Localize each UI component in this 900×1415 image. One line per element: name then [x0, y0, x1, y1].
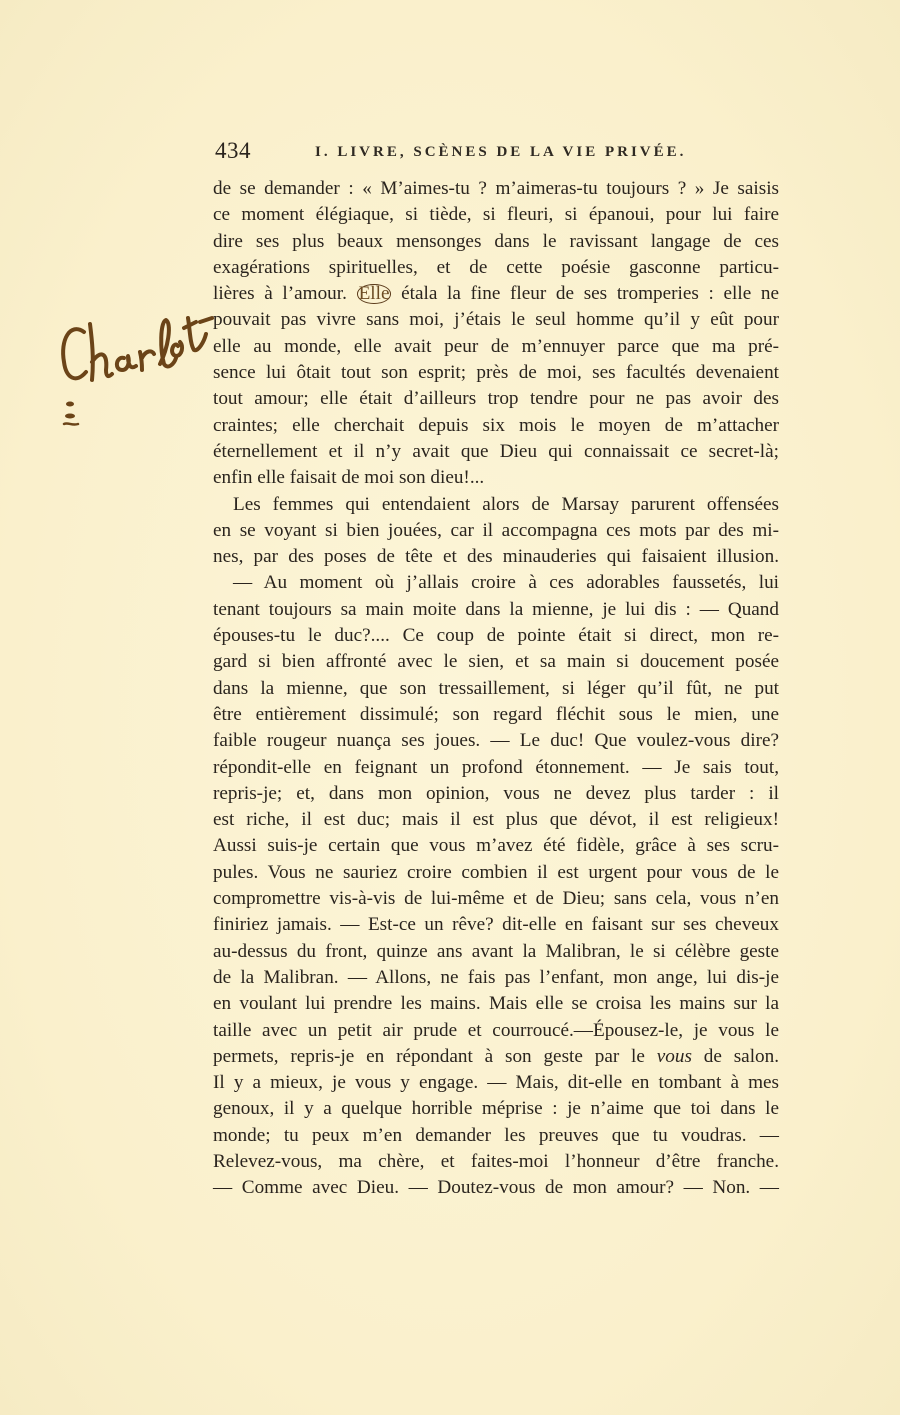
text-line: de se demander : « M’aimes-tu ? m’aimeras-tu toujours ? » Je saisis: [213, 178, 779, 199]
running-head: I. LIVRE, SCÈNES DE LA VIE PRIVÉE.: [315, 144, 687, 160]
text-line: Aussi suis-je certain que vous m’avez été fidèle, grâce à ses scru-: [213, 835, 779, 857]
text-line: exagérations spirituelles, et de cette poésie gasconne particu-: [213, 256, 779, 278]
paragraph-start: — Au moment où j’allais croire à ces adorables faussetés, lui: [233, 572, 779, 594]
text-fragment: de salon.: [703, 1045, 780, 1067]
text-line: gard si bien affronté avec le sien, et sa main si doucement posée: [213, 651, 779, 673]
text-line: répondit-elle en feignant un profond étonnement. — Je sais tout,: [213, 756, 779, 778]
text-line: finiriez jamais. — Est-ce un rêve? dit-elle en faisant sur ses cheveux: [213, 914, 779, 936]
text-fragment: lières à l’amour.: [213, 283, 347, 305]
text-line: taille avec un petit air prude et courroucé.—Épousez-le, je vous le: [213, 1019, 779, 1041]
text-line: tenant toujours sa main moite dans la mienne, je lui dis : — Quand: [213, 598, 779, 620]
text-line: est riche, il est duc; mais il est plus que dévot, il est religieux!: [213, 809, 779, 831]
text-line: compromettre vis-à-vis de lui-même et de Dieu; sans cela, vous n’en: [213, 888, 779, 910]
text-line: pules. Vous ne sauriez croire combien il est urgent pour vous de le: [213, 861, 779, 883]
text-line: ce moment élégiaque, si tiède, si fleuri, si épanoui, pour lui faire: [213, 204, 779, 226]
text-line: de la Malibran. — Allons, ne fais pas l’enfant, mon ange, lui dis-je: [213, 966, 779, 988]
text-line: genoux, il y a quelque horrible méprise : je n’aime que toi dans le: [213, 1098, 779, 1120]
text-line: Il y a mieux, je vous y engage. — Mais, dit-elle en tombant à mes: [213, 1072, 779, 1094]
text-line: en voulant lui prendre les mains. Mais elle se croisa les mains sur la: [213, 993, 779, 1015]
text-line: [213, 1044, 779, 1070]
text-line: dire ses plus beaux mensonges dans le ravissant langage de ces: [213, 230, 779, 252]
text-line: enfin elle faisait de moi son dieu!...: [213, 467, 485, 489]
page-header: [215, 138, 777, 168]
text-line: elle au monde, elle avait peur de m’ennuyer parce que ma pré-: [213, 335, 779, 357]
paragraph-start: Les femmes qui entendaient alors de Marsay parurent offensées: [233, 493, 779, 515]
text-line: être entièrement dissimulé; son regard fléchit sous le mien, une: [213, 703, 779, 725]
text-line: repris-je; et, dans mon opinion, vous ne devez plus tarder : il: [213, 782, 779, 804]
text-line: craintes; elle cherchait depuis six mois le moyen de m’attacher: [213, 414, 779, 436]
body-text: [213, 176, 779, 1202]
text-line: — Comme avec Dieu. — Doutez-vous de mon amour? — Non. —: [213, 1177, 779, 1199]
handwritten-margin-annotation: [56, 300, 216, 440]
text-line: épouses-tu le duc?.... Ce coup de pointe était si direct, mon re-: [213, 625, 779, 647]
text-line: pouvait pas vivre sans moi, j’étais le seul homme qu’il y eût pour: [213, 309, 779, 331]
italic-word: vous: [656, 1045, 692, 1067]
text-line: dans la mienne, que son tressaillement, si léger qu’il fût, ne put: [213, 677, 779, 699]
text-line: faible rougeur nuança ses joues. — Le duc! Que voulez-vous dire?: [213, 730, 779, 752]
text-line: tout amour; elle était d’ailleurs trop tendre pour ne pas avoir des: [213, 388, 779, 410]
text-fragment: étala la fine fleur de ses tromperies : elle ne: [401, 283, 780, 305]
circled-word: Elle: [358, 283, 390, 305]
text-line: [213, 281, 779, 307]
text-line: au-dessus du front, quinze ans avant la Malibran, le si célèbre geste: [213, 940, 779, 962]
text-line: Relevez-vous, ma chère, et faites-moi l’honneur d’être franche.: [213, 1150, 779, 1172]
page-number: 434: [215, 138, 251, 163]
text-line: nes, par des poses de tête et des minauderies qui faisaient illusion.: [213, 546, 779, 568]
text-line: sence lui ôtait tout son esprit; près de moi, ses facultés devenaient: [213, 362, 779, 384]
text-fragment: permets, repris-je en répondant à son geste par le: [213, 1045, 645, 1067]
text-line: en se voyant si bien jouées, car il accompagna ces mots par des mi-: [213, 519, 779, 541]
text-line: éternellement et il n’y avait que Dieu qui connaissait ce secret-là;: [213, 440, 779, 462]
text-line: monde; tu peux m’en demander les preuves que tu voudras. —: [213, 1124, 779, 1146]
